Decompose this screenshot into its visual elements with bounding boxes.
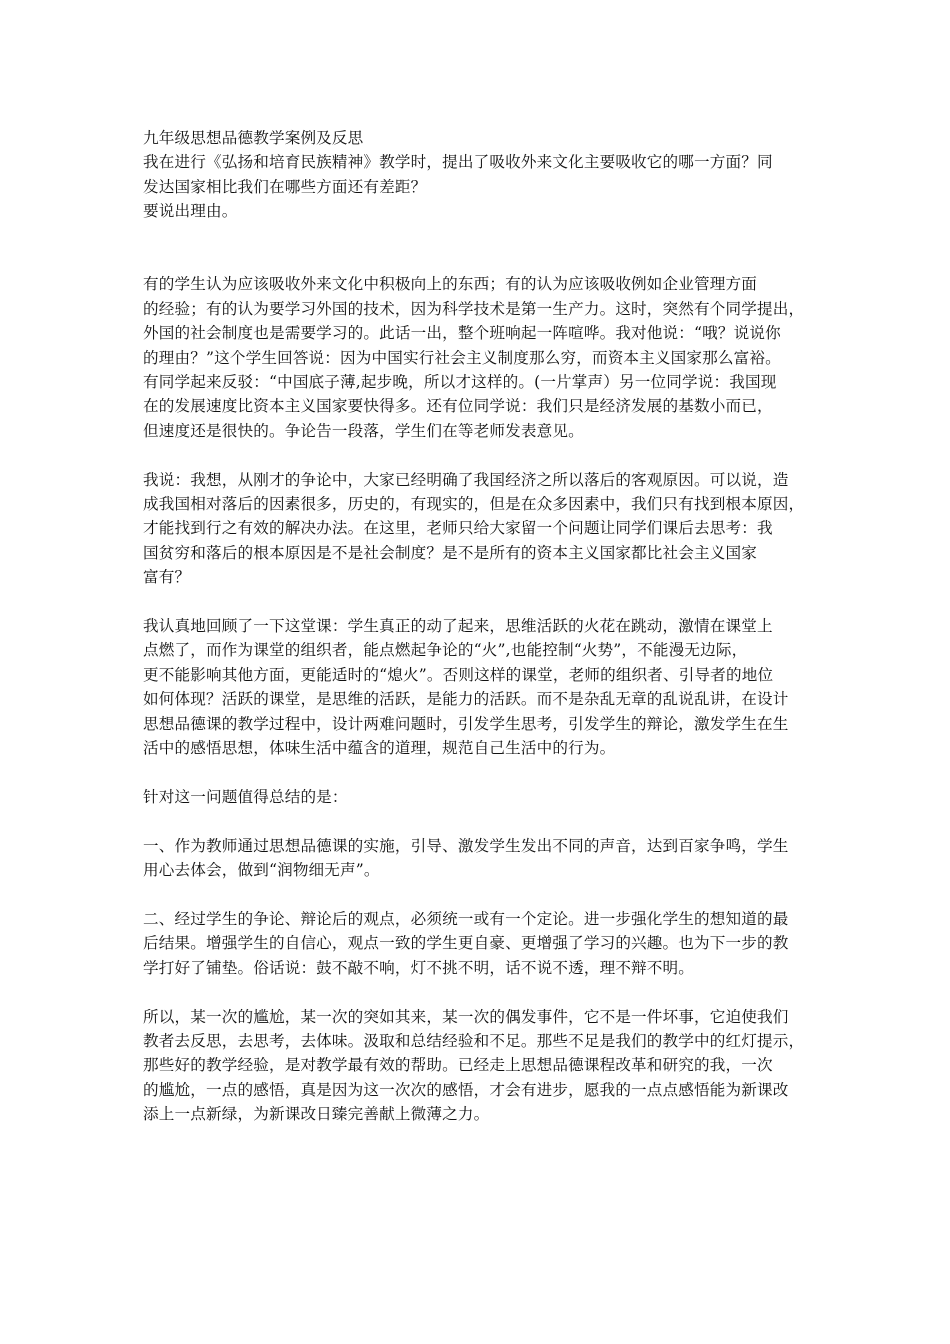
paragraph-line: 有的学生认为应该吸收外来文化中积极向上的东西；有的认为应该吸收例如企业管理方面 [143,275,758,294]
intro-line: 要说出理由。 [143,202,238,221]
paragraph-point-two [143,907,813,980]
intro-line: 发达国家相比我们在哪些方面还有差距？ [143,177,427,196]
paragraph-line: 富有？ [143,568,191,587]
paragraph-point-one [143,834,813,883]
paragraph-line: 在的发展速度比资本主义国家要快得多。还有位同学说：我们只是经济发展的基数小而已， [143,397,773,416]
paragraph-teacher-response [143,468,813,590]
paragraph-line: 点燃了，而作为课堂的组织者，能点燃起争论的“火”,也能控制“火势”，不能漫无边际， [143,641,748,660]
paragraph-line: 所以，某一次的尴尬，某一次的突如其来，某一次的偶发事件，它不是一件坏事，它迫使我们 [143,1007,789,1026]
paragraph-line: 添上一点新绿，为新课改日臻完善献上微薄之力。 [143,1105,490,1124]
paragraph-line: 针对这一问题值得总结的是： [143,787,348,806]
document-page [143,126,813,1151]
paragraph-student-debate [143,272,813,443]
paragraph-line: 的尴尬，一点的感悟，真是因为这一次次的感悟，才会有进步，愿我的一点点感悟能为新课改 [143,1080,789,1099]
paragraph-line: 教者去反思，去思考，去体味。汲取和总结经验和不足。那些不足是我们的教学中的红灯提示， [143,1031,805,1050]
document-header [143,126,813,224]
paragraph-line: 我认真地回顾了一下这堂课：学生真正的动了起来，思维活跃的火花在跳动，激情在课堂上 [143,617,773,636]
paragraph-line: 才能找到行之有效的解决办法。在这里，老师只给大家留一个问题让同学们课后去思考：我 [143,519,773,538]
paragraph-line: 但速度还是很快的。争论告一段落，学生们在等老师发表意见。 [143,421,584,440]
paragraph-reflection [143,614,813,760]
paragraph-line: 学打好了铺垫。俗话说：鼓不敲不响，灯不挑不明，话不说不透，理不辩不明。 [143,958,695,977]
paragraph-line: 后结果。增强学生的自信心，观点一致的学生更自豪、更增强了学习的兴趣。也为下一步的教 [143,934,789,953]
paragraph-line: 我说：我想，从刚才的争论中，大家已经明确了我国经济之所以落后的客观原因。可以说，造 [143,470,789,489]
paragraph-line: 活中的感悟思想，体味生活中蕴含的道理，规范自己生活中的行为。 [143,739,616,758]
paragraph-line: 国贫穷和落后的根本原因是不是社会制度？是不是所有的资本主义国家都比社会主义国家 [143,543,758,562]
blank-line [143,224,813,248]
intro-line: 我在进行《弘扬和培育民族精神》教学时，提出了吸收外来文化主要吸收它的哪一方面？同 [143,153,773,172]
paragraph-line: 那些好的教学经验，是对教学最有效的帮助。已经走上思想品德课程改革和研究的我，一次 [143,1056,773,1075]
paragraph-line: 一、作为教师通过思想品德课的实施，引导、激发学生发出不同的声音，达到百家争鸣，学生 [143,836,789,855]
paragraph-line: 的理由？”这个学生回答说：因为中国实行社会主义制度那么穷，而资本主义国家那么富裕。 [143,348,781,367]
paragraph-line: 的经验；有的认为要学习外国的技术，因为科学技术是第一生产力。这时，突然有个同学提出， [143,299,805,318]
paragraph-summary-intro [143,785,813,809]
paragraph-conclusion [143,1005,813,1127]
document-title: 九年级思想品德教学案例及反思 [143,129,364,147]
paragraph-line: 更不能影响其他方面，更能适时的“熄火”。否则这样的课堂，老师的组织者、引导者的地位 [143,665,774,684]
paragraph-line: 思想品德课的教学过程中，设计两难问题时，引发学生思考，引发学生的辩论，激发学生在生 [143,714,789,733]
paragraph-line: 有同学起来反驳：“中国底子薄,起步晚，所以才这样的。(一片掌声）另一位同学说：我国现 [143,373,777,392]
paragraph-line: 成我国相对落后的因素很多，历史的，有现实的，但是在众多因素中，我们只有找到根本原因， [143,495,805,514]
paragraph-line: 外国的社会制度也是需要学习的。此话一出，整个班响起一阵喧哗。我对他说：“哦？说说你 [143,324,781,343]
paragraph-line: 用心去体会，做到“润物细无声”。 [143,861,380,880]
paragraph-line: 如何体现？活跃的课堂，是思维的活跃，是能力的活跃。而不是杂乱无章的乱说乱讲，在设计 [143,690,789,709]
paragraph-line: 二、经过学生的争论、辩论后的观点，必须统一或有一个定论。进一步强化学生的想知道的最 [143,909,789,928]
